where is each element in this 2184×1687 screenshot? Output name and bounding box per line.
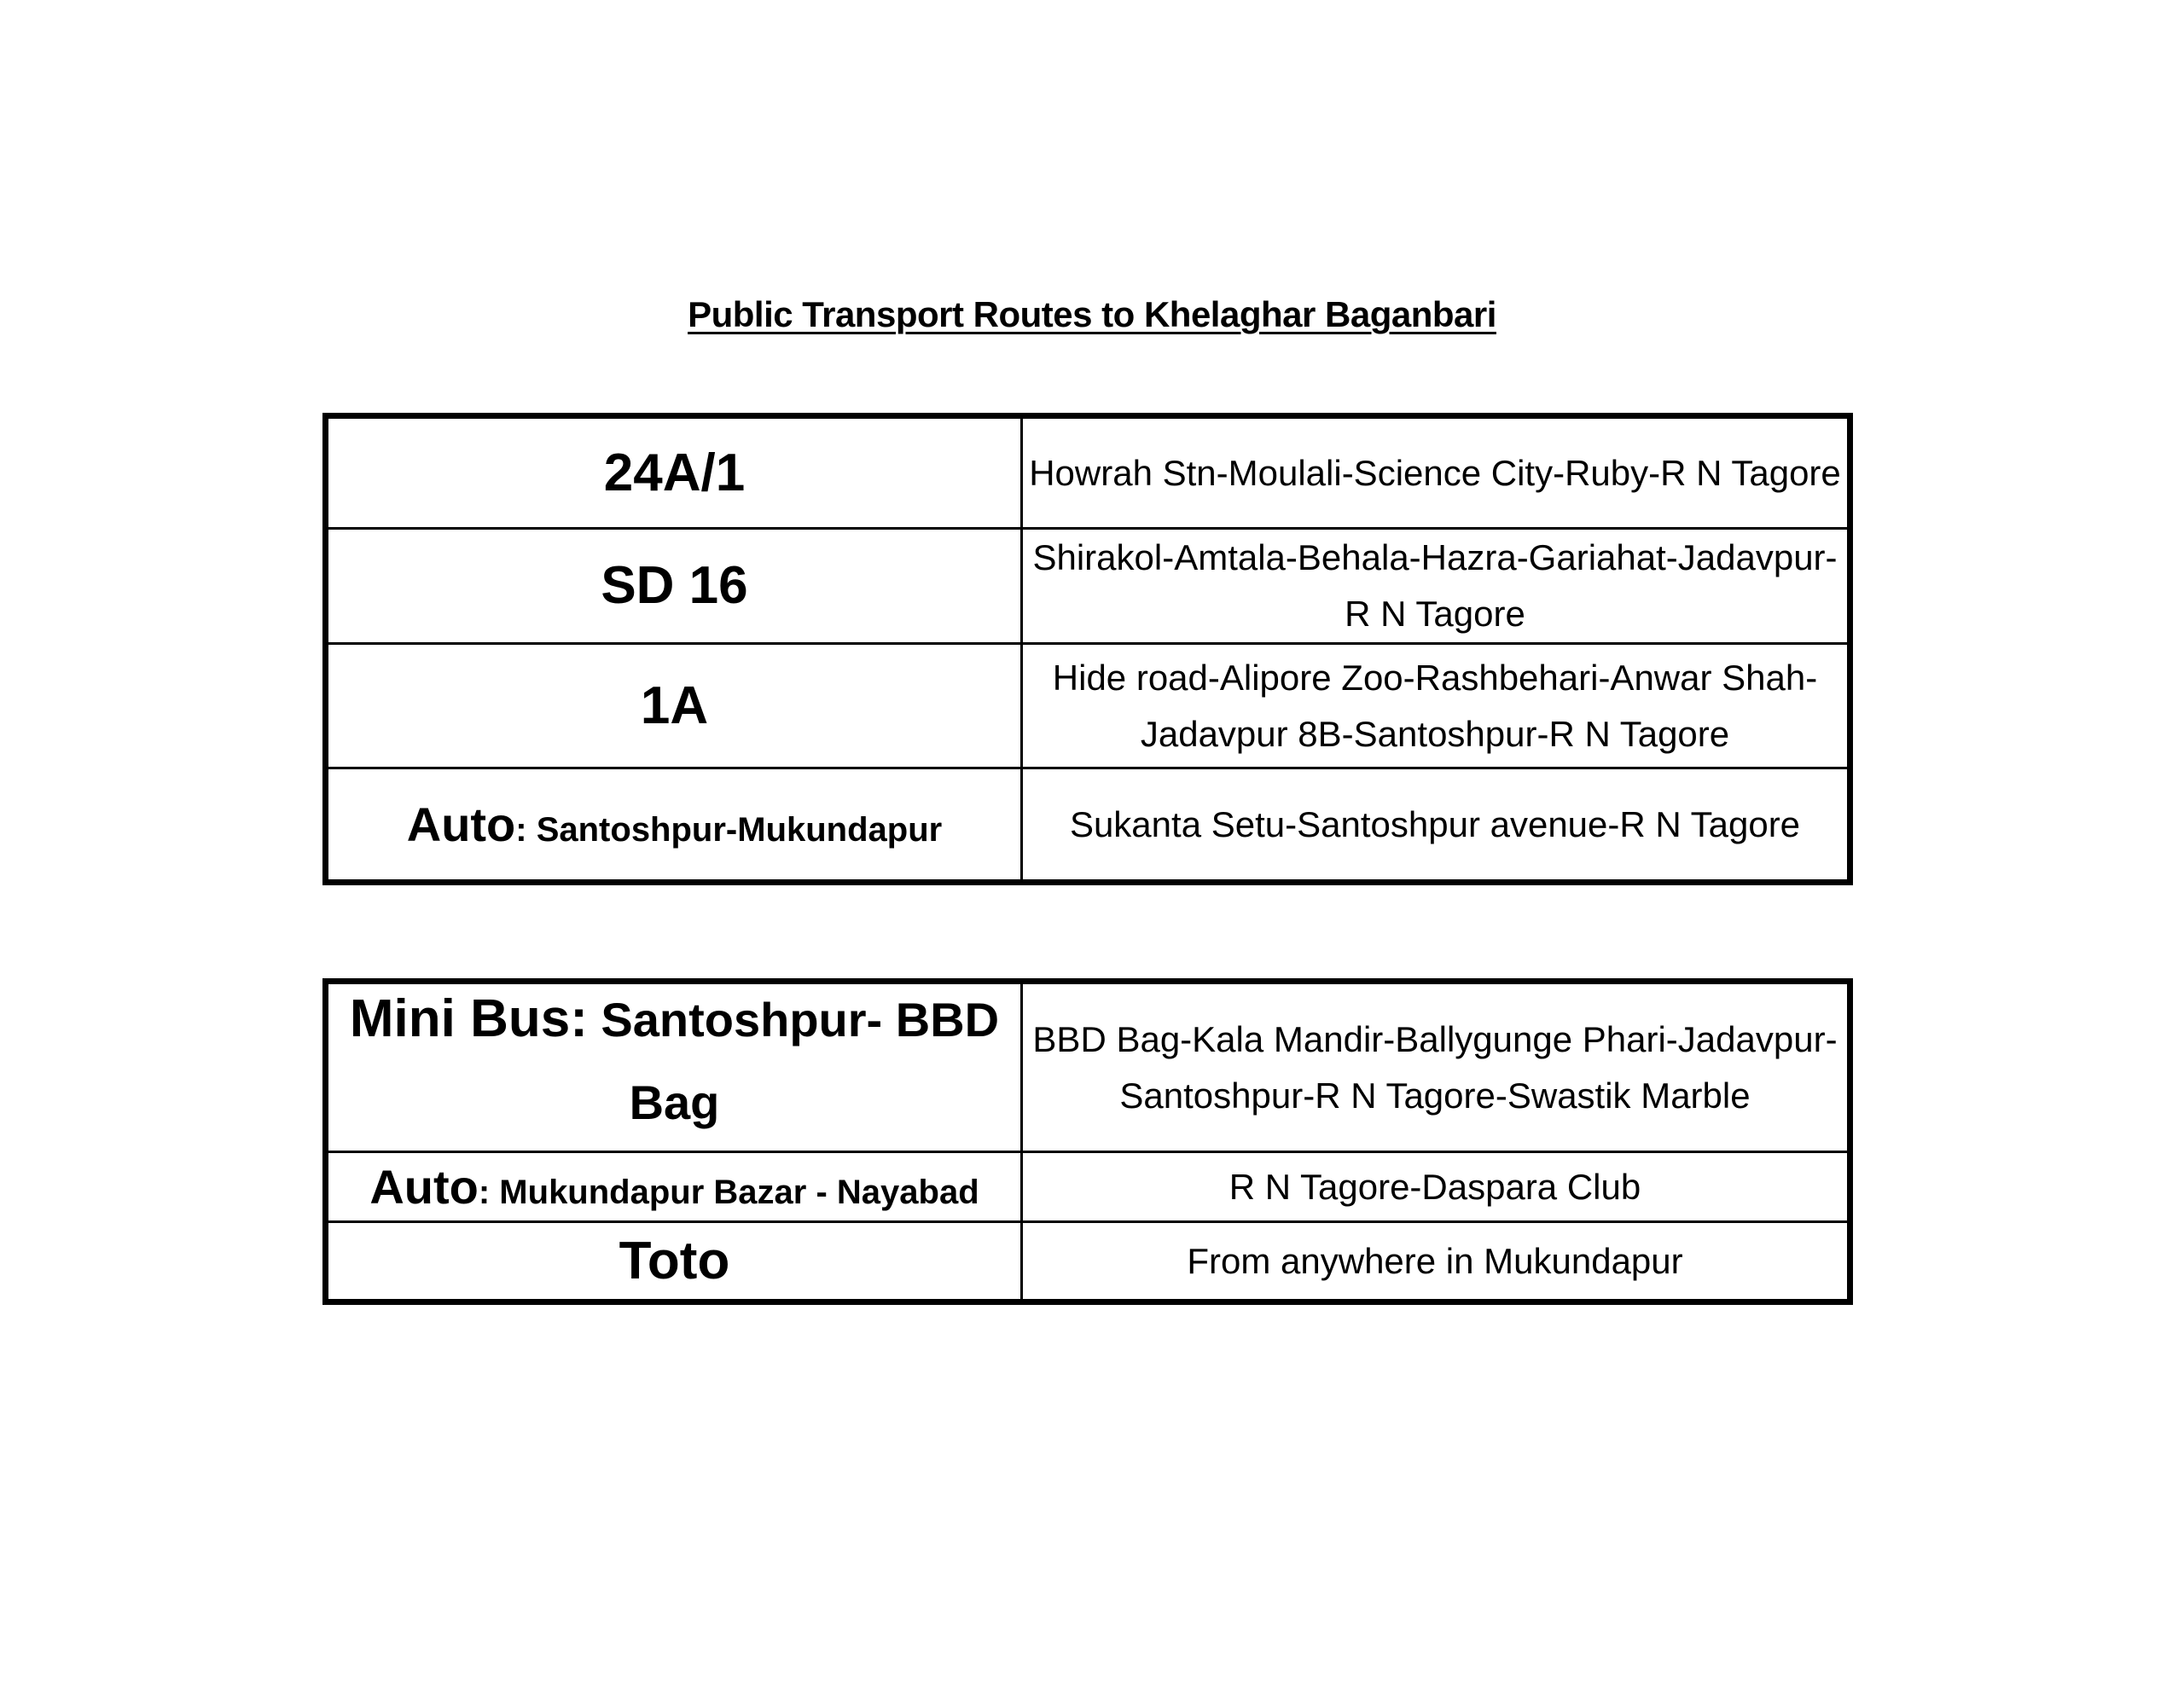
table-row	[326, 644, 1850, 768]
route-name: Toto	[326, 1222, 1022, 1302]
route-name	[326, 1152, 1022, 1222]
route-path: BBD Bag-Kala Mandir-Ballygunge Phari-Jadavpur-Santoshpur-R N Tagore-Swastik Marble	[1022, 982, 1850, 1152]
route-endpoints: : Mukundapur Bazar - Nayabad	[478, 1174, 979, 1211]
route-name: 24A/1	[326, 416, 1022, 529]
route-name: SD 16	[326, 529, 1022, 644]
route-mode: Mini Bus:	[349, 989, 588, 1048]
routes-table-secondary	[322, 978, 1853, 1305]
route-path: Howrah Stn-Moulali-Science City-Ruby-R N Tagore	[1022, 416, 1850, 529]
route-mode: Auto	[406, 797, 516, 851]
route-name	[326, 768, 1022, 883]
route-path: Shirakol-Amtala-Behala-Hazra-Gariahat-Jadavpur-R N Tagore	[1022, 529, 1850, 644]
table-row	[326, 768, 1850, 883]
table-row	[326, 529, 1850, 644]
route-endpoints: Santoshpur- BBD Bag	[587, 993, 1000, 1129]
table-row	[326, 1152, 1850, 1222]
route-name	[326, 982, 1022, 1152]
route-mode: Auto	[369, 1160, 479, 1214]
document-title: Public Transport Routes to Khelaghar Baganbari	[688, 294, 1496, 334]
route-path: Hide road-Alipore Zoo-Rashbehari-Anwar Shah-Jadavpur 8B-Santoshpur-R N Tagore	[1022, 644, 1850, 768]
table-row	[326, 1222, 1850, 1302]
route-endpoints: : Santoshpur-Mukundapur	[515, 811, 943, 849]
table-row	[326, 416, 1850, 529]
route-path: R N Tagore-Daspara Club	[1022, 1152, 1850, 1222]
table-row	[326, 982, 1850, 1152]
route-name: 1A	[326, 644, 1022, 768]
route-path: Sukanta Setu-Santoshpur avenue-R N Tagore	[1022, 768, 1850, 883]
routes-table-primary	[322, 413, 1853, 885]
route-path: From anywhere in Mukundapur	[1022, 1222, 1850, 1302]
